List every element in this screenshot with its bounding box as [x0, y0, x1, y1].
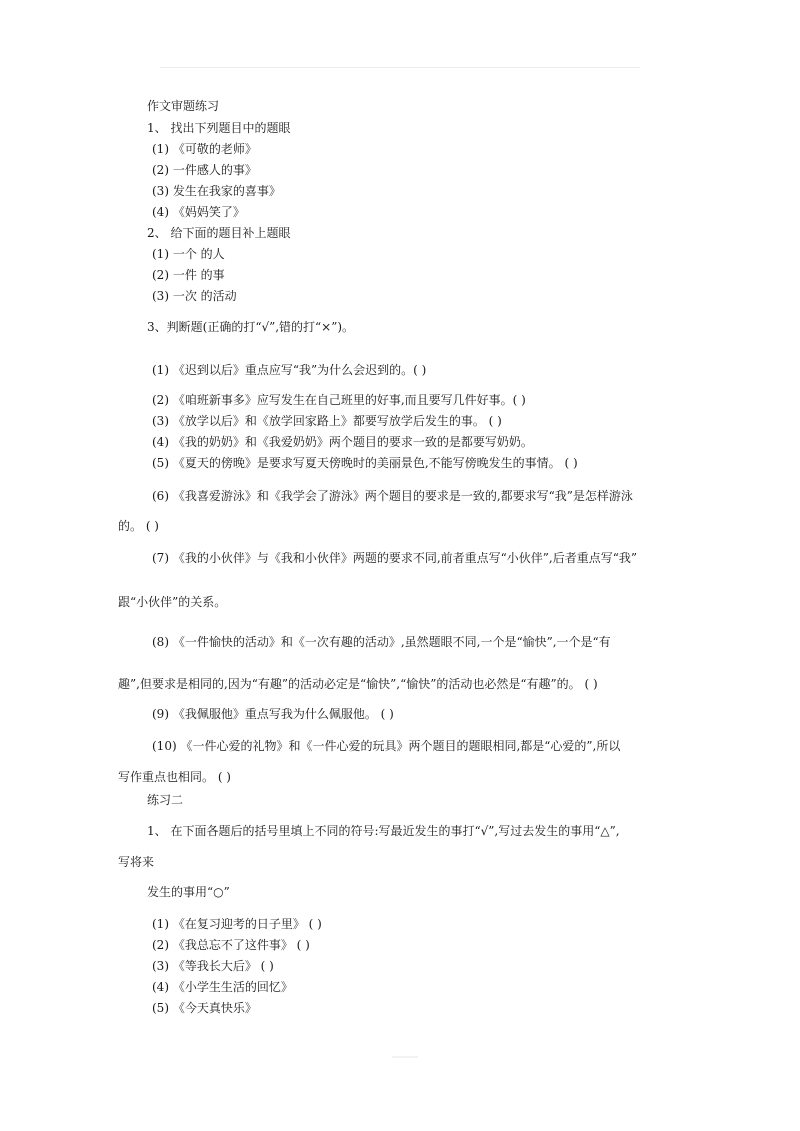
judgment-question: (3) 《放学以后》和《放学回家路上》都要写放学后发生的事。 ( ) [152, 414, 502, 428]
section-2-item: (3) 一次 的活动 [152, 289, 237, 303]
judgment-question-continuation: 跟“小伙伴”的关系。 [118, 595, 227, 609]
exercise-2-instruction: 1、 在下面各题后的括号里填上不同的符号:写最近发生的事打“√”,写过去发生的事用“△”, [147, 824, 620, 838]
section-3-heading: 3、判断题(正确的打“√”,错的打“×”)。 [147, 320, 355, 334]
exercise-2-item: (1) 《在复习迎考的日子里》 ( ) [152, 917, 322, 931]
judgment-question: (5) 《夏天的傍晚》是要求写夏天傍晚时的美丽景色,不能写傍晚发生的事情。 ( ) [152, 456, 578, 470]
document-title: 作文审题练习 [147, 99, 220, 113]
exercise-2-item: (2) 《我总忘不了这件事》 ( ) [152, 938, 310, 952]
judgment-question: (9) 《我佩服他》重点写我为什么佩服他。 ( ) [152, 707, 394, 721]
section-1-item: (4) 《妈妈笑了》 [152, 205, 245, 219]
judgment-question: (4) 《我的奶奶》和《我爱奶奶》两个题目的要求一致的是都要写奶奶。 [152, 435, 533, 449]
section-1-heading: 1、 找出下列题目中的题眼 [147, 121, 291, 135]
judgment-question: (1) 《迟到以后》重点应写“我”为什么会迟到的。( ) [152, 363, 427, 377]
judgment-question-continuation: 写作重点也相同。 ( ) [118, 770, 231, 784]
exercise-2-title: 练习二 [147, 793, 184, 807]
section-2-item: (2) 一件 的事 [152, 268, 225, 282]
exercise-2-instruction-continuation: 发生的事用“○” [147, 885, 230, 899]
footer-mark [392, 1056, 418, 1058]
judgment-question: (2) 《咱班新事多》应写发生在自己班里的好事,而且要写几件好事。( ) [152, 393, 526, 407]
header-rule [160, 67, 640, 68]
judgment-question-continuation: 的。 ( ) [118, 519, 159, 533]
judgment-question: (8) 《一件愉快的活动》和《一次有趣的活动》,虽然题眼不同,一个是“愉快”,一个是“有 [152, 635, 611, 649]
exercise-2-item: (5) 《今天真快乐》 [152, 1001, 257, 1015]
section-1-item: (2) 一件感人的事》 [152, 163, 257, 177]
judgment-question: (6) 《我喜爱游泳》和《我学会了游泳》两个题目的要求是一致的,都要求写“我”是怎样游泳 [152, 489, 633, 503]
section-1-item: (1) 《可敬的老师》 [152, 142, 257, 156]
exercise-2-item: (4) 《小学生生活的回忆》 [152, 980, 293, 994]
judgment-question-continuation: 趣”,但要求是相同的,因为“有趣”的活动必定是“愉快”,“愉快”的活动也必然是“有趣”的。 ( ) [118, 677, 598, 691]
section-1-item: (3) 发生在我家的喜事》 [152, 184, 281, 198]
exercise-2-instruction-continuation: 写将来 [118, 855, 155, 869]
exercise-2-item: (3) 《等我长大后》 ( ) [152, 959, 274, 973]
judgment-question: (7) 《我的小伙伴》与《我和小伙伴》两题的要求不同,前者重点写“小伙伴”,后者重点写“我” [152, 551, 637, 565]
section-2-item: (1) 一个 的人 [152, 247, 225, 261]
section-2-heading: 2、 给下面的题目补上题眼 [147, 226, 291, 240]
judgment-question: (10) 《一件心爱的礼物》和《一件心爱的玩具》两个题目的题眼相同,都是“心爱的”,所以 [152, 739, 621, 753]
